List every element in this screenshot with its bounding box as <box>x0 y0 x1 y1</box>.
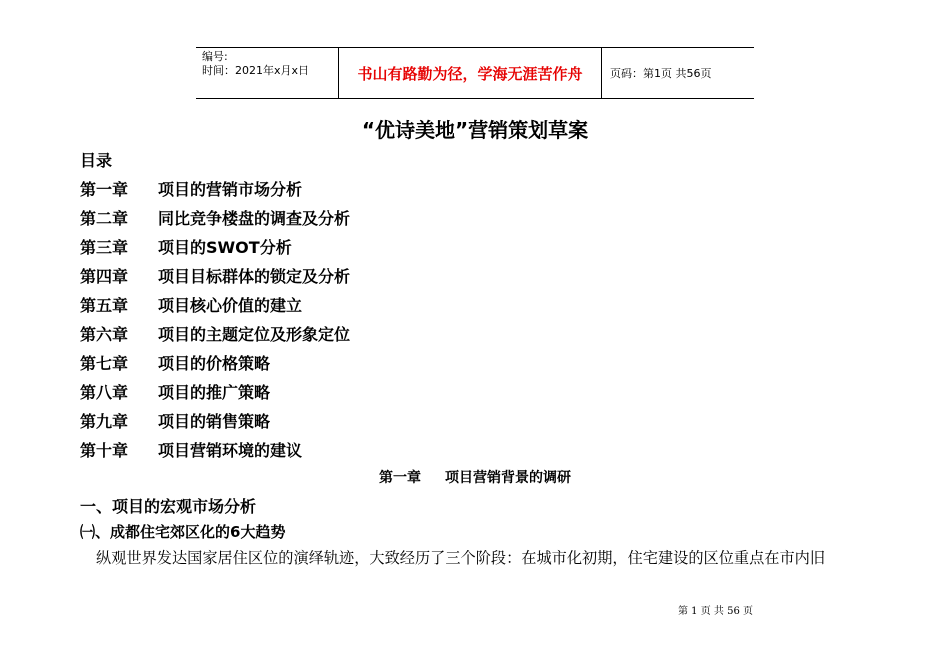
toc-item[interactable] <box>80 264 350 293</box>
toc-item-number: 第六章 <box>80 325 129 344</box>
toc-item[interactable] <box>80 235 350 264</box>
toc-item-number: 第十章 <box>80 441 129 460</box>
header-page-info: 页码：第1页 共56页 <box>610 67 712 80</box>
toc-item-text: 同比竞争楼盘的调查及分析 <box>158 209 351 228</box>
body-paragraph: 纵观世界发达国家居住区位的演绎轨迹，大致经历了三个阶段：在城市化初期，住宅建设的区位重点在市内旧 <box>96 549 825 567</box>
toc-item[interactable] <box>80 438 350 467</box>
time-label: 时间：2021年x月x日 <box>202 64 310 77</box>
toc-item-text: 项目的SWOT分析 <box>158 238 292 257</box>
toc-item[interactable] <box>80 409 350 438</box>
toc-item[interactable] <box>80 322 350 351</box>
toc-item[interactable] <box>80 177 350 206</box>
chapter-heading <box>0 467 950 487</box>
toc-heading: 目录 <box>80 151 113 170</box>
sub-heading: ㈠、成都住宅郊区化的6大趋势 <box>80 523 286 541</box>
document-title: “优诗美地”营销策划草案 <box>361 118 589 142</box>
toc-item-number: 第四章 <box>80 267 129 286</box>
section-heading: 一、项目的宏观市场分析 <box>80 497 257 516</box>
header-motto: 书山有路勤为径，学海无涯苦作舟 <box>339 48 602 98</box>
toc-item-number: 第九章 <box>80 412 129 431</box>
toc-item[interactable] <box>80 206 350 235</box>
toc-item-number: 第一章 <box>80 180 129 199</box>
toc-item-number: 第七章 <box>80 354 129 373</box>
page-footer: 第 1 页 共 56 页 <box>678 606 753 617</box>
toc-item-number: 第五章 <box>80 296 129 315</box>
toc-item-text: 项目目标群体的锁定及分析 <box>158 267 351 286</box>
toc-item-text: 项目的价格策略 <box>158 354 271 373</box>
toc-item-text: 项目的主题定位及形象定位 <box>158 325 351 344</box>
header-table <box>196 47 754 99</box>
toc-item-number: 第二章 <box>80 209 129 228</box>
toc-item-text: 项目的销售策略 <box>158 412 271 431</box>
number-label: 编号: <box>202 50 228 63</box>
toc-item-text: 项目的推广策略 <box>158 383 271 402</box>
toc-item-text: 项目的营销市场分析 <box>158 180 303 199</box>
table-of-contents <box>80 177 350 467</box>
header-left-cell <box>196 48 339 98</box>
toc-item-number: 第八章 <box>80 383 129 402</box>
toc-item[interactable] <box>80 380 350 409</box>
toc-item-number: 第三章 <box>80 238 129 257</box>
toc-item[interactable] <box>80 351 350 380</box>
chapter-title: 项目营销背景的调研 <box>445 470 571 486</box>
toc-item-text: 项目核心价值的建立 <box>158 296 303 315</box>
toc-item[interactable] <box>80 293 350 322</box>
chapter-number: 第一章 <box>379 470 421 486</box>
toc-item-text: 项目营销环境的建议 <box>158 441 303 460</box>
